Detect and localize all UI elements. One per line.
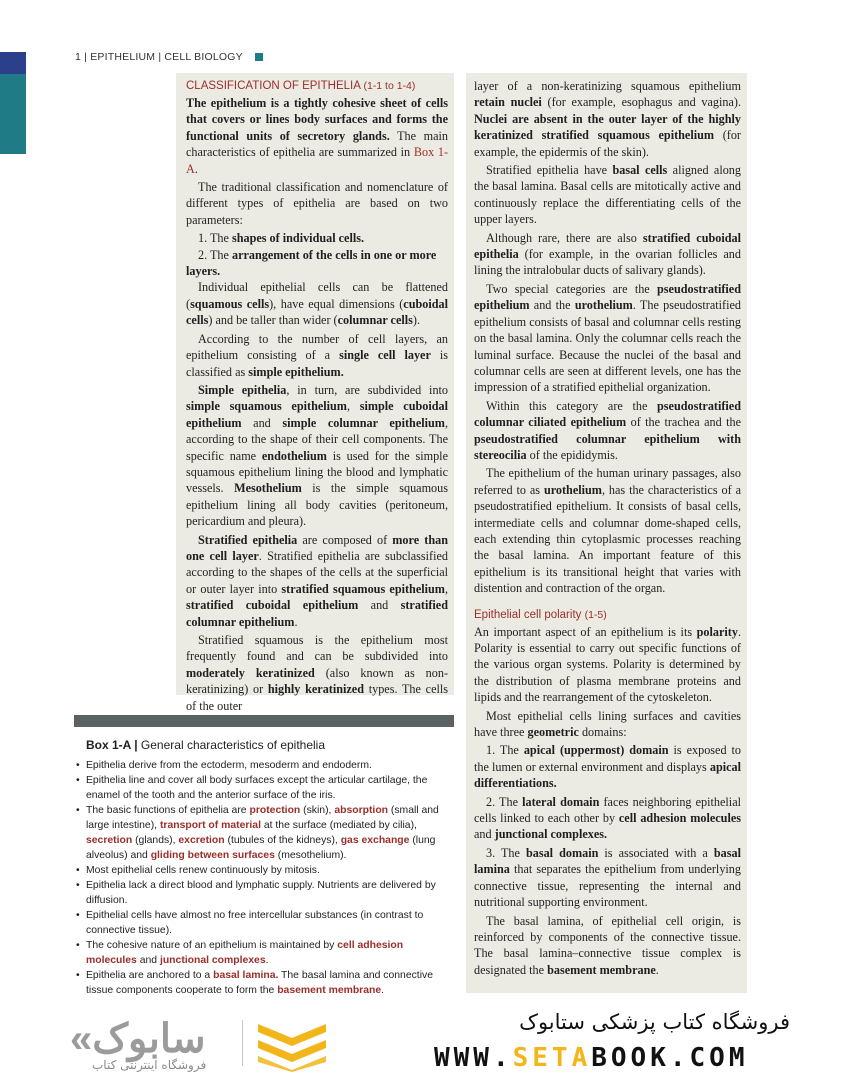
list-item: • Epithelia derive from the ectoderm, mesoderm and endoderm. xyxy=(76,758,454,773)
paragraph: The basal lamina, of epithelial cell origin, is reinforced by components of the connective tissue. The basal lamina–connective tissue complex is designated the basement membrane. xyxy=(474,913,741,977)
list-item: • Most epithelial cells renew continuously by mitosis. xyxy=(76,863,454,878)
paragraph: Although rare, there are also stratified cuboidal epithelia (for example, in the ovarian follicles and lining the intralobular ducts of salivary glands). xyxy=(474,230,741,278)
section-title-classification: CLASSIFICATION OF EPITHELIA (1-1 to 1-4) xyxy=(186,80,416,92)
paragraph: The epithelium of the human urinary passages, also referred to as urothelium, has the characteristics of a pseudostratified epithelium. It consists of basal cells, intermediate cells and columnar dome-shaped cells, each extending thin cytoplasmic processes reaching the basal lamina. An important feature of this epithelium is its transitional height that varies with distention and contraction of the organ. xyxy=(474,466,741,596)
box-header-bar xyxy=(74,715,454,727)
logo-divider xyxy=(242,1020,243,1066)
list-item: • Epithelia line and cover all body surfaces except the articular cartilage, the enamel of the tooth and the anterior surface of the iris. xyxy=(76,773,454,803)
store-url-link[interactable]: WWW.SETABOOK.COM xyxy=(434,1043,749,1073)
paragraph: 2. The lateral domain faces neighboring epithelial cells linked to each other by cell adhesion molecules and junctional complexes. xyxy=(474,794,741,842)
header-square-icon xyxy=(255,53,263,61)
paragraph: Individual epithelial cells can be flattened (squamous cells), have equal dimensions (cuboidal cells) and be taller than wider (columnar cells). xyxy=(186,280,448,328)
side-tab-teal xyxy=(0,74,26,154)
box-reference-link[interactable]: Box 1-A xyxy=(186,145,448,176)
list-item: • Epithelial cells have almost no free intercellular substances (in contrast to connective tissue). xyxy=(76,908,454,938)
paragraph: Within this category are the pseudostratified columnar ciliated epithelium of the trachea and the pseudostratified columnar epithelium with stereocilia of the epididymis. xyxy=(474,398,741,462)
paragraph: layer of a non-keratinizing squamous epithelium retain nuclei (for example, esophagus and vagina). Nuclei are absent in the outer layer of the highly keratinized stratified squamous epithelium (for example, the epidermis of the skin). xyxy=(474,79,742,159)
paragraph: Stratified squamous is the epithelium most frequently found and can be subdivided into moderately keratinized (also known as non-keratinizing) or highly keratinized types. The cells of the outer xyxy=(186,633,449,713)
box-1a xyxy=(74,715,454,998)
paragraph: Stratified epithelia have basal cells aligned along the basal lamina. Basal cells are mitotically active and continuously replace the differentiating cells of the upper layers. xyxy=(474,163,741,227)
right-column xyxy=(466,73,747,993)
section-title-polarity: Epithelial cell polarity (1-5) xyxy=(474,608,607,621)
box-title: Box 1-A | General characteristics of epithelia xyxy=(86,738,326,752)
left-column xyxy=(176,73,454,713)
list-item: • Epithelia are anchored to a basal lamina. The basal lamina and connective tissue components cooperate to form the basement membrane. xyxy=(76,968,454,998)
running-header: 1 | EPITHELIUM | CELL BIOLOGY xyxy=(75,51,243,63)
list-item: 2. The arrangement of the cells in one or more layers. xyxy=(186,247,437,279)
paragraph: The epithelium is a tightly cohesive sheet of cells that covers or lines body surfaces and forms the functional units of secretory glands. The main characteristics of epithelia are summarized in Box 1-A. xyxy=(186,96,448,176)
paragraph: According to the number of cell layers, an epithelium consisting of a single cell layer is classified as simple epithelium. xyxy=(186,331,448,379)
box-list xyxy=(74,758,454,998)
list-item: • The cohesive nature of an epithelium is maintained by cell adhesion molecules and junctional complexes. xyxy=(76,938,454,968)
list-item: 1. The shapes of individual cells. xyxy=(198,231,365,246)
paragraph: An important aspect of an epithelium is its polarity. Polarity is essential to carry out specific functions of the various organ systems. Polarity is determined by the distribution of plasma membrane proteins and lipids and the rearrangement of the cytoskeleton. xyxy=(474,624,741,705)
paragraph: The traditional classification and nomenclature of different types of epithelia are based on two parameters: xyxy=(186,180,448,227)
store-name: فروشگاه کتاب پزشکی ستابوک xyxy=(519,1010,790,1034)
list-item: • The basic functions of epithelia are protection (skin), absorption (small and large intestine), transport of material at the surface (mediated by cilia), secretion (glands), excretion (tubules of the kidneys), gas exchange (lung alveolus) and gliding between surfaces (mesothelium). xyxy=(76,803,454,863)
paragraph: Stratified epithelia are composed of more than one cell layer. Stratified epithelia are subclassified according to the shapes of the cells at the superficial or outer layer into stratified squamous epithelium, stratified cuboidal epithelium and stratified columnar epithelium. xyxy=(186,532,448,629)
paragraph: 3. The basal domain is associated with a basal lamina that separates the epithelium from underlying connective tissue, representing the internal and nutritional supporting environment. xyxy=(474,845,741,910)
logo-subtitle: فروشگاه اینترنتی کتاب xyxy=(92,1058,207,1072)
books-icon xyxy=(254,1018,330,1072)
list-item: • Epithelia lack a direct blood and lymphatic supply. Nutrients are delivered by diffusion. xyxy=(76,878,454,908)
paragraph: Most epithelial cells lining surfaces and cavities have three geometric domains: xyxy=(474,708,741,740)
paragraph: Two special categories are the pseudostratified epithelium and the urothelium. The pseudostratified epithelium consists of basal and columnar cells resting on the basal lamina. Only the columnar cells reach the luminal surface. Because the nuclei of the basal and columnar cells are seen at different levels, one has the impression of a stratified epithelial organization. xyxy=(474,281,741,395)
setabook-logo[interactable]: «سابوک xyxy=(70,1017,206,1061)
paragraph: 1. The apical (uppermost) domain is exposed to the lumen or external environment and displays apical differentiations. xyxy=(474,743,742,791)
side-tab-blue xyxy=(0,52,26,74)
paragraph: Simple epithelia, in turn, are subdivided into simple squamous epithelium, simple cuboidal epithelium and simple columnar epithelium, according to the shape of their cell components. The specific name endothelium is used for the simple squamous epithelium lining the blood and lymphatic vessels. Mesothelium is the simple squamous epithelium lining all body cavities (peritoneum, pericardium and pleura). xyxy=(186,382,449,529)
